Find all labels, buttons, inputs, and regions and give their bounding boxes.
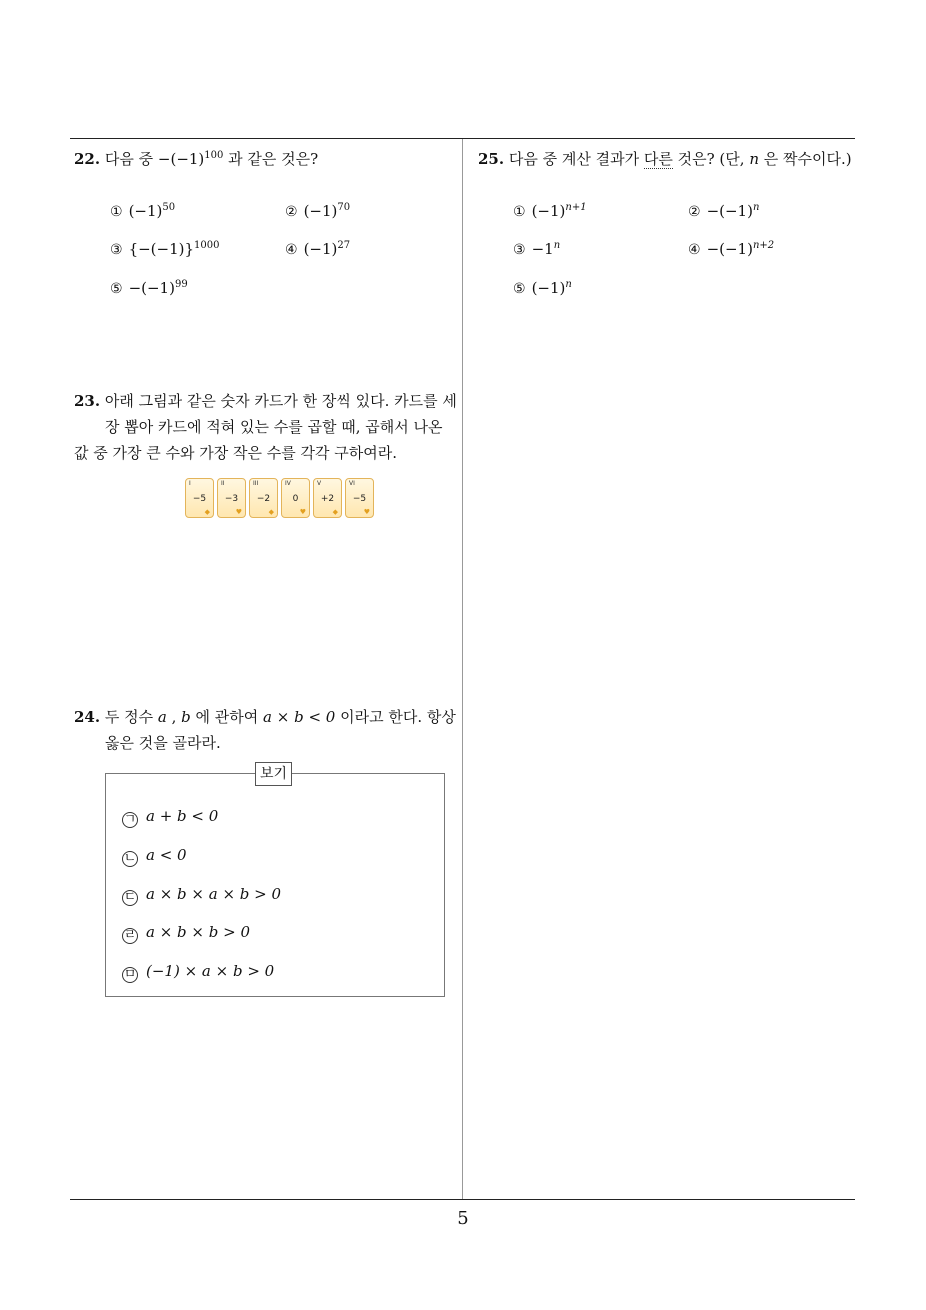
diamond-icon: ◆ [204,508,210,516]
heart-icon: ♥ [363,508,370,516]
choice-mark: ⑤ [513,281,526,297]
choice-4[interactable] [688,240,774,258]
choice-mark: ③ [513,242,526,258]
card-value: −2 [256,494,271,504]
bottom-rule [70,1199,855,1200]
card-value: −5 [352,494,367,504]
choice-expr: −(−1) [706,202,753,220]
emphasis: 다른 [643,150,673,168]
question-24-line-2: 옳은 것을 골라라. [105,734,221,752]
item-mark: ㄴ [123,851,137,866]
item-expr: a < 0 [146,846,187,864]
choice-exponent: 50 [162,202,176,213]
item-mark: ㅁ [123,967,137,982]
question-23 [74,388,457,414]
choice-expr: (−1) [303,240,338,258]
choice-exponent: n+1 [565,202,587,213]
choice-1[interactable] [110,202,175,220]
question-text: 은 짝수이다.) [758,150,852,168]
choice-5[interactable] [513,279,572,297]
choice-5[interactable] [110,279,188,297]
item-expr: a + b < 0 [146,807,219,825]
question-text: 다음 중 계산 결과가 [508,150,644,168]
question-text: 다음 중 −(−1) [104,150,205,168]
card-value: −5 [192,494,207,504]
choice-exponent: 70 [337,202,351,213]
bogi-item[interactable] [122,885,281,906]
diamond-icon: ◆ [268,508,274,516]
bogi-item[interactable] [122,923,250,944]
var-a: a [157,708,167,726]
number-card [345,478,374,518]
choice-exponent: 27 [337,240,351,251]
question-text: 것은? (단, [672,150,750,168]
bogi-title: 보기 [255,762,292,786]
card-corner: VI [349,480,355,487]
question-24 [74,704,456,730]
choice-2[interactable] [688,202,759,220]
question-text: 이라고 한다. 항상 [335,708,456,726]
choice-expr: (−1) [531,279,566,297]
var-n: n [749,150,759,168]
choice-mark: ② [688,204,701,220]
choice-expr: −(−1) [706,240,753,258]
choice-expr: {−(−1)} [128,240,195,258]
choice-expr: (−1) [128,202,163,220]
choice-exponent: n [553,240,561,251]
question-23-line-3: 값 중 가장 큰 수와 가장 작은 수를 각각 구하여라. [74,444,397,462]
question-22 [74,146,318,172]
choice-4[interactable] [285,240,350,258]
item-mark: ㄱ [123,812,137,827]
number-card [217,478,246,518]
card-corner: III [253,480,259,487]
choice-expr: −1 [531,240,554,258]
var-b: b [181,708,191,726]
number-card [313,478,342,518]
choice-2[interactable] [285,202,350,220]
choice-3[interactable] [513,240,560,258]
number-cards [185,478,374,518]
card-corner: II [221,480,225,487]
number-card [249,478,278,518]
choice-exponent: n+2 [752,240,775,251]
number-card [185,478,214,518]
question-number: 23. [74,392,101,410]
page-number: 5 [457,1208,469,1229]
exponent: 100 [204,150,224,161]
choice-mark: ④ [285,242,298,258]
heart-icon: ♥ [299,508,306,516]
bogi-item[interactable] [122,962,274,983]
choice-exponent: 1000 [194,240,220,251]
choice-mark: ① [110,204,123,220]
choice-mark: ② [285,204,298,220]
condition: a × b < 0 [263,708,336,726]
choice-mark: ⑤ [110,281,123,297]
choice-expr: −(−1) [128,279,175,297]
question-text: 두 정수 [104,708,158,726]
question-number: 24. [74,708,101,726]
choice-expr: (−1) [531,202,566,220]
choice-exponent: 99 [174,279,188,290]
card-corner: I [189,480,191,487]
card-value: +2 [320,494,335,504]
choice-exponent: n [565,279,572,290]
item-expr: a × b × b > 0 [146,923,251,941]
choice-mark: ④ [688,242,701,258]
diamond-icon: ◆ [332,508,338,516]
choice-mark: ① [513,204,526,220]
question-text-end: 과 같은 것은? [223,150,319,168]
choice-exponent: n [752,202,760,213]
bogi-item[interactable] [122,807,218,828]
bogi-item[interactable] [122,846,187,867]
column-divider [462,139,463,1199]
card-corner: IV [285,480,291,487]
question-number: 25. [478,150,505,168]
question-25 [478,146,852,172]
card-corner: V [317,480,322,487]
question-line-1: 아래 그림과 같은 숫자 카드가 한 장씩 있다. 카드를 세 [104,392,457,410]
choice-expr: (−1) [303,202,338,220]
heart-icon: ♥ [235,508,242,516]
item-mark: ㄹ [123,928,137,943]
question-23-line-2: 장 뽑아 카드에 적혀 있는 수를 곱할 때, 곱해서 나온 [105,418,443,436]
card-value: −3 [224,494,239,504]
number-card [281,478,310,518]
separator: , [166,708,182,726]
item-mark: ㄷ [123,890,137,905]
choice-3[interactable] [110,240,220,258]
item-expr: (−1) × a × b > 0 [146,962,275,980]
choice-1[interactable] [513,202,587,220]
choice-mark: ③ [110,242,123,258]
question-number: 22. [74,150,101,168]
card-value: 0 [292,494,299,504]
item-expr: a × b × a × b > 0 [146,885,282,903]
question-text: 에 관하여 [190,708,264,726]
